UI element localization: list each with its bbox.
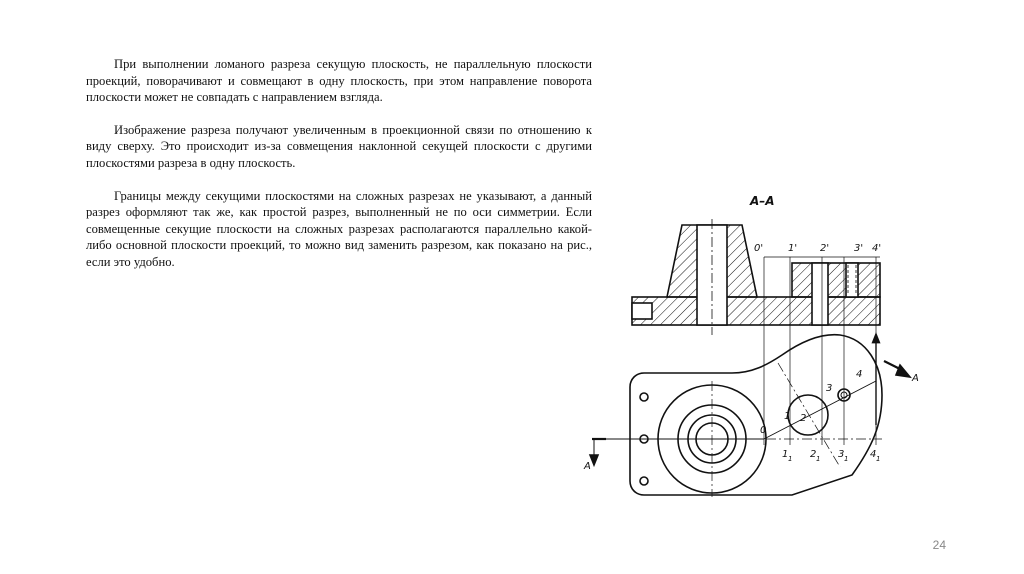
paragraph-1: При выполнении ломаного разреза секущую плоскость, не параллельную плоскости проекций, поворачивают и совмещают в одну плоскость, при этом направление поворота плоскости может не совпадать с направлением взгляда. [86, 57, 592, 105]
paragraph-3: Границы между секущими плоскостями на сложных разрезах не указывают, а данный разрез оформляют так же, как простой разрез, выполненный не по оси симметрии. Если совмещенные секущие плоскости на сложных разрезах располагаются параллельно какой-либо основной плоскости проекций, то можно вид заменить разрезом, как показано на рис., если это удобно. [86, 188, 592, 269]
technical-drawing [582, 185, 942, 515]
plan-point-0: 0 [760, 425, 767, 436]
mark-3-prime: 3' [854, 243, 864, 254]
mount-hole-bottom [640, 477, 648, 485]
mark-4-prime: 4' [872, 243, 882, 254]
plan-point-4: 4 [856, 369, 863, 380]
plan-point-2: 2 [800, 413, 807, 424]
cut-letter-left: А [584, 461, 591, 472]
plan-sub-3: 3 [838, 449, 845, 460]
plan-sub-3-index: 1 [844, 455, 849, 463]
section-flange [632, 303, 652, 319]
section-title: А–А [750, 194, 775, 208]
mark-2-prime: 2' [820, 243, 830, 254]
text-block [86, 56, 592, 287]
plan-sub-1-index: 1 [788, 455, 793, 463]
plan-point-1: 1 [784, 411, 791, 422]
plan-sub-1: 1 [782, 449, 789, 460]
mount-hole-top [640, 393, 648, 401]
plan-point-3: 3 [826, 383, 833, 394]
plan-sub-2-index: 1 [816, 455, 821, 463]
cut-letter-right: А [912, 373, 919, 384]
plan-sub-4: 4 [870, 449, 877, 460]
section-hole [812, 263, 828, 325]
mark-1-prime: 1' [788, 243, 798, 254]
page-number: 24 [932, 538, 946, 552]
paragraph-2: Изображение разреза получают увеличенным в проекционной связи по отношению к виду сверху. Это происходит из-за совмещения наклонной секущей плоскости с другими плоскостями разреза в одну плоскость. [86, 122, 592, 170]
plan-sub-2: 2 [810, 449, 817, 460]
plan-sub-4-index: 1 [876, 455, 881, 463]
section-raised [792, 263, 880, 297]
section-base [632, 297, 880, 325]
mark-0-prime: 0' [754, 243, 764, 254]
section-view [632, 219, 880, 335]
plan-view [590, 335, 910, 497]
